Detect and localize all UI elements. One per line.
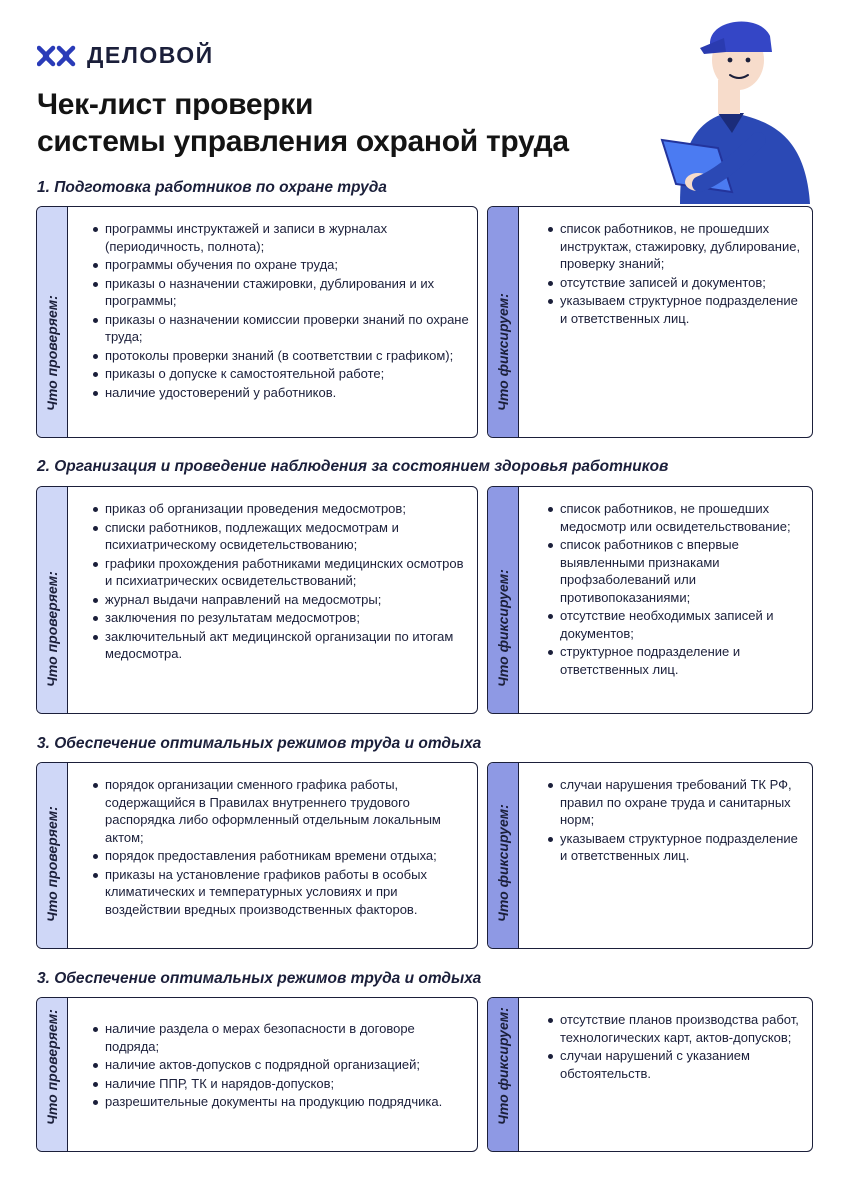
list-item: списки работников, подлежащих медосмотрам и психиатрическому освидетельствованию; xyxy=(105,519,469,554)
list-item: случаи нарушений с указанием обстоятельств. xyxy=(560,1047,804,1082)
list-item: программы инструктажей и записи в журналах (периодичность, полнота); xyxy=(105,220,469,255)
section-4-title: 3. Обеспечение оптимальных режимов труда и отдыха xyxy=(37,970,482,987)
list-item: отсутствие записей и документов; xyxy=(560,274,804,292)
list-item: протоколы проверки знаний (в соответствии с графиком); xyxy=(105,347,469,365)
check-label: Что проверяем: xyxy=(44,1009,60,1125)
check-label: Что проверяем: xyxy=(44,806,60,922)
section-1-check-box xyxy=(36,206,478,438)
page-title-line-1: Чек-лист проверки xyxy=(37,88,314,121)
section-4-fix-side xyxy=(488,998,519,1151)
list-item: наличие удостоверений у работников. xyxy=(105,384,469,402)
section-1-title: 1. Подготовка работников по охране труда xyxy=(37,179,387,196)
section-3-check-box xyxy=(36,762,478,949)
list-item: случаи нарушения требований ТК РФ, правил по охране труда и санитарных норм; xyxy=(560,776,804,829)
list-item: отсутствие планов производства работ, технологических карт, актов-допусков; xyxy=(560,1011,804,1046)
list-item: графики прохождения работниками медицинских осмотров и психиатрических освидетельствований; xyxy=(105,555,469,590)
list-item: указываем структурное подразделение и ответственных лиц. xyxy=(560,292,804,327)
page-title xyxy=(37,86,569,160)
list-item: приказы о назначении стажировки, дублирования и их программы; xyxy=(105,275,469,310)
section-1-check-list xyxy=(67,207,477,402)
section-3-check-side xyxy=(37,763,68,948)
section-2-title: 2. Организация и проведение наблюдения за состоянием здоровья работников xyxy=(37,458,669,475)
list-item: наличие ППР, ТК и нарядов-допусков; xyxy=(105,1075,469,1093)
list-item: указываем структурное подразделение и ответственных лиц. xyxy=(560,830,804,865)
list-item: список работников, не прошедших медосмотр или освидетельствование; xyxy=(560,500,804,535)
section-3-fix-list xyxy=(518,763,812,866)
section-2-check-box xyxy=(36,486,478,714)
list-item: список работников с впервые выявленными признаками профзаболеваний или противопоказаниями; xyxy=(560,536,804,606)
check-label: Что проверяем: xyxy=(44,295,60,411)
section-4-fix-box xyxy=(487,997,813,1152)
list-item: список работников, не прошедших инструктаж, стажировку, дублирование, проверку знаний; xyxy=(560,220,804,273)
list-item: разрешительные документы на продукцию подрядчика. xyxy=(105,1093,469,1111)
list-item: отсутствие необходимых записей и документов; xyxy=(560,607,804,642)
section-4-fix-list xyxy=(518,998,812,1083)
list-item: заключения по результатам медосмотров; xyxy=(105,609,469,627)
brand-name: ДЕЛОВОЙ xyxy=(87,42,214,68)
section-2-fix-list xyxy=(518,487,812,679)
section-1-fix-list xyxy=(518,207,812,328)
fix-label: Что фиксируем: xyxy=(495,1007,511,1125)
section-1-fix-box xyxy=(487,206,813,438)
section-1-fix-side xyxy=(488,207,519,437)
brand-logo xyxy=(37,42,214,69)
list-item: приказы на установление графиков работы в особых климатических и температурных условиях и при воздействии вредных производственных факторов. xyxy=(105,866,469,919)
section-3-fix-box xyxy=(487,762,813,949)
section-3-title: 3. Обеспечение оптимальных режимов труда и отдыха xyxy=(37,735,482,752)
page-title-line-2: системы управления охраной труда xyxy=(37,125,569,158)
list-item: программы обучения по охране труда; xyxy=(105,256,469,274)
section-2-fix-box xyxy=(487,486,813,714)
check-label: Что проверяем: xyxy=(44,571,60,687)
list-item: приказ об организации проведения медосмотров; xyxy=(105,500,469,518)
section-4-check-box xyxy=(36,997,478,1152)
list-item: приказы о назначении комиссии проверки знаний по охране труда; xyxy=(105,311,469,344)
section-4-check-list xyxy=(67,998,477,1112)
list-item: структурное подразделение и ответственных лиц. xyxy=(560,643,804,678)
list-item: наличие раздела о мерах безопасности в договоре подряда; xyxy=(105,1020,469,1055)
list-item: заключительный акт медицинской организации по итогам медосмотра. xyxy=(105,628,469,663)
list-item: наличие актов-допусков с подрядной организацией; xyxy=(105,1056,469,1074)
list-item: порядок предоставления работникам времени отдыха; xyxy=(105,847,469,865)
list-item: приказы о допуске к самостоятельной работе; xyxy=(105,365,469,383)
fix-label: Что фиксируем: xyxy=(495,569,511,687)
double-chevron-logo-icon xyxy=(37,44,77,68)
section-2-fix-side xyxy=(488,487,519,713)
section-3-check-list xyxy=(67,763,477,919)
section-4-check-side xyxy=(37,998,68,1151)
list-item: порядок организации сменного графика работы, содержащийся в Правилах внутреннего трудового распорядка либо оформленный отдельным локальным актом; xyxy=(105,776,469,846)
section-3-fix-side xyxy=(488,763,519,948)
section-1-check-side xyxy=(37,207,68,437)
section-2-check-side xyxy=(37,487,68,713)
fix-label: Что фиксируем: xyxy=(495,293,511,411)
section-2-check-list xyxy=(67,487,477,664)
fix-label: Что фиксируем: xyxy=(495,804,511,922)
worker-with-clipboard-illustration xyxy=(640,8,820,204)
list-item: журнал выдачи направлений на медосмотры; xyxy=(105,591,469,609)
